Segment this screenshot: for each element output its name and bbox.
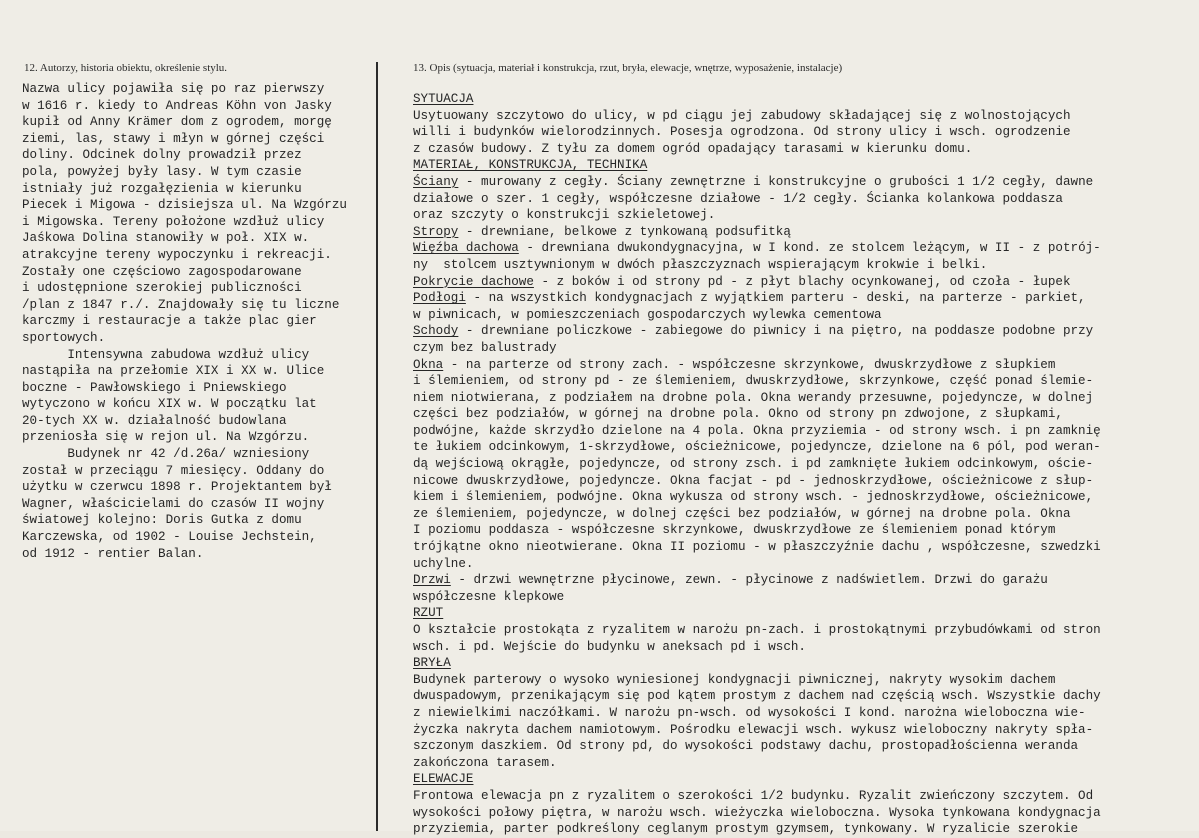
description-text-line [413, 755, 1199, 772]
history-text-line: użytku w czerwcu 1898 r. Projektantem był [22, 480, 332, 495]
description-text: z czasów budowy. Z tyłu za domem ogród opadający tarasami w kierunku domu. [413, 141, 973, 156]
description-text: - murowany z cegły. Ściany zewnętrzne i konstrukcyjne o grubości 1 1/2 cegły, dawne [458, 174, 1094, 189]
description-text: nicowe dwuskrzydłowe, pojedyncze. Okna facjat - pd - jednoskrzydłowe, ościeżnicowe z słup- [413, 473, 1094, 488]
history-text-line: światowej kolejno: Doris Gutka z domu [22, 513, 302, 528]
description-text-line [413, 224, 1199, 241]
description-text: współczesne klepkowe [413, 589, 565, 604]
description-text-line [413, 456, 1199, 473]
description-text: czym bez balustrady [413, 340, 557, 355]
description-text: - drewniane policzkowe - zabiegowe do piwnicy i na piętro, na poddasze podobne przy [458, 324, 1094, 339]
description-text: Usytuowany szczytowo do ulicy, w pd ciągu jej zabudowy składającej się z wolnostojących [413, 108, 1071, 123]
right-column-header: 13. Opis (sytuacja, materiał i konstrukcja, rzut, bryła, elewacje, wnętrze, wyposażenie, instalacje) [413, 62, 843, 74]
history-text-line: Intensywna zabudowa wzdłuż ulicy [22, 347, 310, 362]
description-text: dą wejściową okrągłe, pojedyncze, od strony zsch. i pd zamknięte łukiem odcinkowym, oście- [413, 457, 1094, 472]
history-text-line: kupił od Anny Krämer dom z ogrodem, morgę [22, 115, 332, 130]
description-text: Frontowa elewacja pn z ryzalitem o szerokości 1/2 budynku. Ryzalit zwieńczony szczytem. Od [413, 788, 1094, 803]
description-text-line [413, 274, 1199, 291]
description-text: z niewielkimi naczółkami. W narożu pn-wsch. od wysokości I kond. narożna wieloboczna wie- [413, 705, 1086, 720]
description-text: i ślemieniem, od strony pd - ze ślemieniem, dwuskrzydłowe, skrzynkowe, część ponad ślemie- [413, 374, 1094, 389]
description-text-line [413, 705, 1199, 722]
description-text-line [413, 290, 1199, 307]
description-text: kiem i ślemieniem, podwójne. Okna wykusza od strony wsch. - jednoskrzydłowe, ościeżnicowe, [413, 490, 1094, 505]
section-heading: ELEWACJE [413, 772, 474, 787]
history-text-line: istniały już rozgałęzienia w kierunku [22, 181, 302, 196]
history-text-line: boczne - Pawłowskiego i Pniewskiego [22, 380, 287, 395]
history-text-line: Budynek nr 42 /d.26a/ wzniesiony [22, 447, 310, 462]
history-text-line: i udostępnione szerokiej publiczności [22, 281, 302, 296]
description-text: - na parterze od strony zach. - współczesne skrzynkowe, dwuskrzydłowe z słupkiem [443, 357, 1056, 372]
description-text: życzka nakryta dachem namiotowym. Pośrodku elewacji wsch. wykusz wieloboczny nakryty spła- [413, 722, 1094, 737]
description-text-line [413, 141, 1199, 158]
description-text: niem niotwierana, z podziałem na drobne pola. Okna werandy przesuwne, pojedyncze, w dolnej [413, 390, 1094, 405]
section-heading: Okna [413, 357, 444, 372]
section-heading: RZUT [413, 606, 444, 621]
description-text: części bez podziałów, w górnej na drobne pola. Okno od strony pn zdwojone, z słupkami, [413, 407, 1063, 422]
description-text-line [413, 556, 1199, 573]
description-text: dwuspadowym, przenikającym się pod kątem prostym z dachem nad częścią wsch. Wszystkie dachy [413, 689, 1101, 704]
description-text: I poziomu poddasza - współczesne skrzynkowe, dwuskrzydłowe ze ślemieniem ponad którym [413, 523, 1056, 538]
description-text-line [413, 605, 1199, 622]
history-text-line: przeniosła się w rejon ul. Na Wzgórzu. [22, 430, 310, 445]
description-text-column [413, 91, 1199, 838]
history-text-line: pola, powyżej były lasy. W tym czasie [22, 164, 302, 179]
description-text-line [413, 257, 1199, 274]
description-text: ze ślemieniem, pojedyncze, w dolnej części bez podziałów, w górnej na drobne pola. Okna [413, 506, 1071, 521]
description-text: - drzwi wewnętrzne płycinowe, zewn. - płycinowe z nadświetlem. Drzwi do garażu [450, 573, 1048, 588]
description-text: - na wszystkich kondygnacjach z wyjątkiem parteru - deski, na parterze - parkiet, [465, 291, 1086, 306]
description-text-line [413, 373, 1199, 390]
section-heading: Więźba dachowa [413, 241, 519, 256]
description-text: wysokości połowy piętra, w narożu wsch. wieżyczka wieloboczna. Wysoka tynkowana kondygnacja [413, 805, 1101, 820]
description-text-line [413, 91, 1199, 108]
description-text-line [413, 688, 1199, 705]
description-text-line [413, 323, 1199, 340]
description-text-line [413, 439, 1199, 456]
history-text-line: ziemi, las, stawy i młyn w górnej części [22, 131, 325, 146]
description-text-line [413, 406, 1199, 423]
description-text: przyziemia, parter podkreślony ceglanym prostym gzymsem, tynkowany. W ryzalicie szerokie [413, 822, 1079, 837]
history-text-line: karczmy i restauracje a także plac gier [22, 314, 317, 329]
description-text: w piwnicach, w pomieszczeniach gospodarczych wylewka cementowa [413, 307, 882, 322]
history-text-line: Jaśkowa Dolina stanowiły w poł. XIX w. [22, 231, 310, 246]
section-heading: Schody [413, 324, 459, 339]
history-text-line: atrakcyjne tereny wypoczynku i rekreacji. [22, 247, 332, 262]
left-column-header: 12. Autorzy, historia obiektu, określenie stylu. [24, 62, 228, 74]
section-heading: SYTUACJA [413, 92, 474, 106]
section-heading: Podłogi [413, 291, 466, 306]
history-text-line: wytyczono w końcu XIX w. W początku lat [22, 397, 317, 412]
description-text-line [413, 207, 1199, 224]
description-text-line [413, 572, 1199, 589]
description-text: ny stolcem usztywnionym w dwóch płaszczyznach wspierającym krokwie i belki. [413, 257, 988, 272]
history-text-line: Wagner, właścicielami do czasów II wojny [22, 496, 325, 511]
description-text: podwójne, każde skrzydło dzielone na 4 pola. Okna przyziemia - od strony wsch. i pn zamknię [413, 423, 1101, 438]
history-text-line: Nazwa ulicy pojawiła się po raz pierwszy [22, 82, 325, 96]
description-text: oraz szczyty o konstrukcji szkieletowej. [413, 208, 716, 223]
description-text: - drewniana dwukondygnacyjna, w I kond. ze stolcem leżącym, w II - z potrój- [518, 241, 1101, 256]
description-text-line [413, 423, 1199, 440]
description-text-line [413, 672, 1199, 689]
description-text: wsch. i pd. Wejście do budynku w aneksach pd i wsch. [413, 639, 806, 654]
description-text-line [413, 821, 1199, 838]
description-text-line [413, 489, 1199, 506]
description-text-line [413, 157, 1199, 174]
history-text-line: w 1616 r. kiedy to Andreas Köhn von Jasky [22, 98, 332, 113]
description-text-line [413, 522, 1199, 539]
history-text-line: od 1912 - rentier Balan. [22, 546, 204, 561]
history-text-line: 20-tych XX w. działalność budowlana [22, 413, 287, 428]
history-text-line: Piecek i Migowa - dzisiejsza ul. Na Wzgórzu [22, 198, 347, 213]
description-text: szczonym daszkiem. Od strony pd, do wysokości podstawy dachu, prostopadłościenna weranda [413, 739, 1079, 754]
description-text-line [413, 473, 1199, 490]
description-text: - z boków i od strony pd - z płyt blachy ocynkowanej, od czoła - łupek [533, 274, 1071, 289]
description-text: Budynek parterowy o wysoko wyniesionej kondygnacji piwnicznej, nakryty wysokim dachem [413, 672, 1056, 687]
description-text-line [413, 639, 1199, 656]
description-text-line [413, 805, 1199, 822]
description-text-line [413, 589, 1199, 606]
history-text-line: /plan z 1847 r./. Znajdowały się tu liczne [22, 297, 340, 312]
section-heading: Ściany [413, 174, 459, 189]
history-text-line: Karczewska, od 1902 - Louise Jechstein, [22, 530, 317, 545]
description-text-line [413, 539, 1199, 556]
description-text-line [413, 738, 1199, 755]
section-heading: Pokrycie dachowe [413, 274, 534, 289]
history-text-line: został w przeciągu 7 miesięcy. Oddany do [22, 463, 325, 478]
description-text-line [413, 622, 1199, 639]
description-text-line [413, 124, 1199, 141]
description-text-line [413, 191, 1199, 208]
description-text-line [413, 771, 1199, 788]
description-text-line [413, 506, 1199, 523]
description-text-line [413, 357, 1199, 374]
description-text-line [413, 722, 1199, 739]
description-text-line [413, 174, 1199, 191]
column-divider [376, 62, 378, 831]
history-text-line: sportowych. [22, 330, 106, 345]
description-text-line [413, 788, 1199, 805]
description-text: O kształcie prostokąta z ryzalitem w narożu pn-zach. i prostokątnymi przybudówkami od stron [413, 623, 1101, 637]
section-heading: Drzwi [413, 573, 451, 588]
history-text-line: doliny. Odcinek dolny prowadził przez [22, 148, 302, 163]
description-text-line [413, 340, 1199, 357]
section-heading: MATERIAŁ, KONSTRUKCJA, TECHNIKA [413, 158, 648, 173]
description-text: trójkątne okno nieotwierane. Okna II poziomu - w płaszczyźnie dachu , współczesne, szwedzki [413, 540, 1101, 555]
description-text: te łukiem odcinkowym, 1-skrzydłowe, ościeżnicowe, pojedyncze, dzielone na 6 pól, pod weran- [413, 440, 1101, 455]
history-text-column [22, 81, 374, 562]
description-text-line [413, 655, 1199, 672]
history-text-line: nastąpiła na przełomie XIX i XX w. Ulice [22, 364, 325, 379]
description-text-line [413, 108, 1199, 125]
history-text-line: Zostały one częściowo zagospodarowane [22, 264, 302, 279]
description-text-line [413, 390, 1199, 407]
description-text: działowe o szer. 1 cegły, współczesne działowe - 1/2 cegły. Ścianka kolankowa poddasza [413, 191, 1063, 206]
description-text: willi i budynków wielorodzinnych. Posesja ogrodzona. Od strony ulicy i wsch. ogrodzenie [413, 125, 1071, 140]
section-heading: Stropy [413, 224, 459, 239]
description-text: zakończona tarasem. [413, 755, 557, 770]
description-text-line [413, 307, 1199, 324]
history-text-line: i Migowska. Tereny położone wzdłuż ulicy [22, 214, 325, 229]
description-text-line [413, 240, 1199, 257]
section-heading: BRYŁA [413, 656, 451, 671]
description-text: uchylne. [413, 556, 474, 571]
description-text: - drewniane, belkowe z tynkowaną podsufitką [458, 224, 791, 239]
